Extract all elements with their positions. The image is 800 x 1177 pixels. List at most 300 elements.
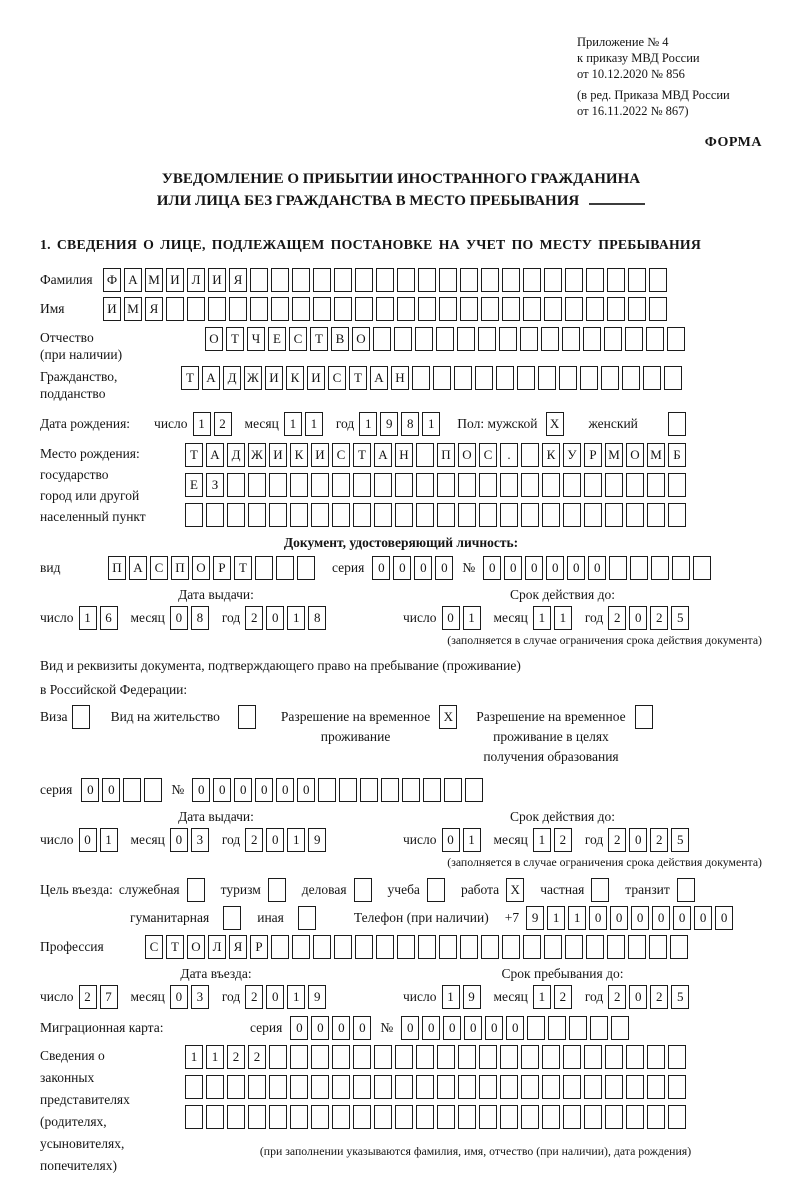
char-box[interactable]: М bbox=[605, 443, 623, 467]
char-box[interactable] bbox=[268, 878, 286, 902]
char-box[interactable]: 0 bbox=[401, 1016, 419, 1040]
char-box[interactable] bbox=[290, 1105, 308, 1129]
char-box[interactable]: К bbox=[286, 366, 304, 390]
char-box[interactable] bbox=[355, 268, 373, 292]
char-box[interactable] bbox=[376, 935, 394, 959]
char-box[interactable] bbox=[427, 878, 445, 902]
char-box[interactable] bbox=[500, 473, 518, 497]
char-box[interactable]: 2 bbox=[79, 985, 97, 1009]
char-box[interactable] bbox=[123, 778, 141, 802]
char-box[interactable]: 0 bbox=[311, 1016, 329, 1040]
char-box[interactable] bbox=[437, 1045, 455, 1069]
char-box[interactable] bbox=[250, 297, 268, 321]
char-box[interactable]: 3 bbox=[191, 828, 209, 852]
char-box[interactable]: 0 bbox=[332, 1016, 350, 1040]
char-box[interactable]: 2 bbox=[554, 985, 572, 1009]
char-box[interactable]: 2 bbox=[245, 828, 263, 852]
char-box[interactable] bbox=[313, 268, 331, 292]
char-box[interactable]: 0 bbox=[588, 556, 606, 580]
char-box[interactable] bbox=[374, 1075, 392, 1099]
char-box[interactable] bbox=[548, 1016, 566, 1040]
char-box[interactable] bbox=[276, 556, 294, 580]
char-box[interactable] bbox=[520, 327, 538, 351]
char-box[interactable] bbox=[318, 778, 336, 802]
char-box[interactable]: И bbox=[103, 297, 121, 321]
char-box[interactable]: 0 bbox=[694, 906, 712, 930]
char-box[interactable] bbox=[586, 268, 604, 292]
char-box[interactable]: Т bbox=[310, 327, 328, 351]
char-box[interactable] bbox=[415, 327, 433, 351]
char-box[interactable]: 1 bbox=[533, 828, 551, 852]
char-box[interactable] bbox=[395, 473, 413, 497]
char-box[interactable]: О bbox=[352, 327, 370, 351]
char-box[interactable] bbox=[527, 1016, 545, 1040]
char-box[interactable] bbox=[311, 473, 329, 497]
char-box[interactable]: 0 bbox=[266, 985, 284, 1009]
char-box[interactable] bbox=[292, 935, 310, 959]
char-box[interactable]: 1 bbox=[533, 606, 551, 630]
char-box[interactable] bbox=[630, 556, 648, 580]
char-box[interactable]: Т bbox=[234, 556, 252, 580]
char-box[interactable]: Ж bbox=[244, 366, 262, 390]
char-box[interactable] bbox=[626, 503, 644, 527]
char-box[interactable] bbox=[290, 1075, 308, 1099]
char-box[interactable] bbox=[227, 1075, 245, 1099]
char-box[interactable] bbox=[479, 473, 497, 497]
char-box[interactable]: 2 bbox=[248, 1045, 266, 1069]
char-box[interactable] bbox=[601, 366, 619, 390]
char-box[interactable] bbox=[542, 1045, 560, 1069]
char-box[interactable] bbox=[563, 1075, 581, 1099]
char-box[interactable] bbox=[643, 366, 661, 390]
char-box[interactable] bbox=[664, 366, 682, 390]
char-box[interactable]: А bbox=[370, 366, 388, 390]
char-box[interactable] bbox=[290, 1045, 308, 1069]
char-box[interactable] bbox=[563, 1045, 581, 1069]
char-box[interactable]: 2 bbox=[245, 985, 263, 1009]
char-box[interactable]: 9 bbox=[526, 906, 544, 930]
char-box[interactable] bbox=[611, 1016, 629, 1040]
char-box[interactable] bbox=[609, 556, 627, 580]
char-box[interactable] bbox=[458, 503, 476, 527]
char-box[interactable] bbox=[332, 1105, 350, 1129]
char-box[interactable]: 0 bbox=[422, 1016, 440, 1040]
char-box[interactable] bbox=[353, 1045, 371, 1069]
char-box[interactable] bbox=[649, 935, 667, 959]
char-box[interactable]: 0 bbox=[234, 778, 252, 802]
char-box[interactable]: 2 bbox=[608, 985, 626, 1009]
char-box[interactable] bbox=[565, 935, 583, 959]
char-box[interactable] bbox=[460, 297, 478, 321]
char-box[interactable] bbox=[628, 268, 646, 292]
char-box[interactable]: С bbox=[479, 443, 497, 467]
char-box[interactable] bbox=[290, 503, 308, 527]
char-box[interactable]: Л bbox=[208, 935, 226, 959]
char-box[interactable] bbox=[647, 1075, 665, 1099]
char-box[interactable]: Ч bbox=[247, 327, 265, 351]
char-box[interactable] bbox=[542, 1105, 560, 1129]
char-box[interactable]: Е bbox=[268, 327, 286, 351]
char-box[interactable] bbox=[227, 1105, 245, 1129]
char-box[interactable] bbox=[563, 473, 581, 497]
char-box[interactable] bbox=[376, 268, 394, 292]
char-box[interactable] bbox=[395, 503, 413, 527]
char-box[interactable] bbox=[269, 1075, 287, 1099]
char-box[interactable] bbox=[418, 268, 436, 292]
char-box[interactable]: В bbox=[331, 327, 349, 351]
char-box[interactable] bbox=[651, 556, 669, 580]
char-box[interactable]: М bbox=[124, 297, 142, 321]
char-box[interactable] bbox=[416, 1045, 434, 1069]
char-box[interactable] bbox=[670, 935, 688, 959]
char-box[interactable] bbox=[269, 1105, 287, 1129]
char-box[interactable] bbox=[502, 268, 520, 292]
char-box[interactable]: 1 bbox=[547, 906, 565, 930]
char-box[interactable] bbox=[248, 503, 266, 527]
char-box[interactable] bbox=[269, 503, 287, 527]
char-box[interactable]: 0 bbox=[610, 906, 628, 930]
char-box[interactable]: 0 bbox=[629, 828, 647, 852]
char-box[interactable] bbox=[311, 1045, 329, 1069]
char-box[interactable] bbox=[313, 297, 331, 321]
char-box[interactable]: М bbox=[647, 443, 665, 467]
char-box[interactable]: 0 bbox=[170, 985, 188, 1009]
char-box[interactable] bbox=[479, 1045, 497, 1069]
char-box[interactable] bbox=[290, 473, 308, 497]
char-box[interactable] bbox=[311, 1075, 329, 1099]
char-box[interactable] bbox=[646, 327, 664, 351]
char-box[interactable]: 0 bbox=[629, 606, 647, 630]
char-box[interactable] bbox=[457, 327, 475, 351]
char-box[interactable] bbox=[672, 556, 690, 580]
char-box[interactable]: 0 bbox=[483, 556, 501, 580]
char-box[interactable]: 5 bbox=[671, 606, 689, 630]
char-box[interactable] bbox=[458, 1105, 476, 1129]
char-box[interactable] bbox=[248, 1105, 266, 1129]
char-box[interactable] bbox=[523, 935, 541, 959]
char-box[interactable]: 9 bbox=[463, 985, 481, 1009]
char-box[interactable] bbox=[605, 503, 623, 527]
char-box[interactable] bbox=[607, 268, 625, 292]
char-box[interactable]: 2 bbox=[608, 828, 626, 852]
char-box[interactable] bbox=[500, 503, 518, 527]
char-box[interactable] bbox=[437, 473, 455, 497]
char-box[interactable]: З bbox=[206, 473, 224, 497]
char-box[interactable] bbox=[479, 503, 497, 527]
char-box[interactable]: М bbox=[145, 268, 163, 292]
char-box[interactable]: Л bbox=[187, 268, 205, 292]
char-box[interactable] bbox=[628, 935, 646, 959]
char-box[interactable]: 1 bbox=[206, 1045, 224, 1069]
char-box[interactable] bbox=[605, 473, 623, 497]
char-box[interactable] bbox=[395, 1075, 413, 1099]
char-box[interactable]: Д bbox=[227, 443, 245, 467]
char-box[interactable] bbox=[478, 327, 496, 351]
char-box[interactable] bbox=[565, 297, 583, 321]
char-box[interactable] bbox=[625, 327, 643, 351]
char-box[interactable] bbox=[544, 297, 562, 321]
char-box[interactable]: . bbox=[500, 443, 518, 467]
char-box[interactable]: Е bbox=[185, 473, 203, 497]
char-box[interactable] bbox=[590, 1016, 608, 1040]
char-box[interactable]: 2 bbox=[245, 606, 263, 630]
char-box[interactable] bbox=[271, 935, 289, 959]
char-box[interactable] bbox=[248, 1075, 266, 1099]
char-box[interactable]: 1 bbox=[359, 412, 377, 436]
char-box[interactable] bbox=[397, 297, 415, 321]
char-box[interactable]: 0 bbox=[652, 906, 670, 930]
char-box[interactable] bbox=[584, 1105, 602, 1129]
char-box[interactable] bbox=[496, 366, 514, 390]
char-box[interactable] bbox=[353, 1075, 371, 1099]
char-box[interactable]: Р bbox=[250, 935, 268, 959]
char-box[interactable]: Ж bbox=[248, 443, 266, 467]
char-box[interactable] bbox=[373, 327, 391, 351]
char-box[interactable] bbox=[583, 327, 601, 351]
char-box[interactable]: 1 bbox=[287, 828, 305, 852]
char-box[interactable] bbox=[355, 935, 373, 959]
char-box[interactable] bbox=[523, 268, 541, 292]
char-box[interactable] bbox=[439, 935, 457, 959]
char-box[interactable] bbox=[292, 268, 310, 292]
char-box[interactable]: 0 bbox=[170, 606, 188, 630]
char-box[interactable] bbox=[584, 473, 602, 497]
char-box[interactable] bbox=[481, 268, 499, 292]
char-box[interactable]: 2 bbox=[608, 606, 626, 630]
char-box[interactable] bbox=[374, 1045, 392, 1069]
char-box[interactable] bbox=[187, 878, 205, 902]
char-box[interactable]: 2 bbox=[227, 1045, 245, 1069]
char-box[interactable] bbox=[227, 503, 245, 527]
char-box[interactable] bbox=[668, 503, 686, 527]
char-box[interactable]: 0 bbox=[506, 1016, 524, 1040]
char-box[interactable] bbox=[500, 1075, 518, 1099]
char-box[interactable] bbox=[559, 366, 577, 390]
char-box[interactable] bbox=[444, 778, 462, 802]
char-box[interactable] bbox=[605, 1105, 623, 1129]
char-box[interactable] bbox=[206, 1105, 224, 1129]
char-box[interactable] bbox=[395, 1105, 413, 1129]
char-box[interactable] bbox=[481, 935, 499, 959]
char-box[interactable]: 9 bbox=[308, 828, 326, 852]
char-box[interactable] bbox=[185, 503, 203, 527]
char-box[interactable] bbox=[206, 503, 224, 527]
char-box[interactable]: 1 bbox=[287, 606, 305, 630]
char-box[interactable] bbox=[433, 366, 451, 390]
char-box[interactable] bbox=[418, 935, 436, 959]
char-box[interactable]: X bbox=[506, 878, 524, 902]
char-box[interactable] bbox=[334, 935, 352, 959]
char-box[interactable] bbox=[458, 1075, 476, 1099]
char-box[interactable]: 0 bbox=[297, 778, 315, 802]
char-box[interactable] bbox=[269, 1045, 287, 1069]
char-box[interactable]: Т bbox=[181, 366, 199, 390]
char-box[interactable]: И bbox=[311, 443, 329, 467]
char-box[interactable]: Т bbox=[185, 443, 203, 467]
char-box[interactable] bbox=[206, 1075, 224, 1099]
char-box[interactable]: Р bbox=[584, 443, 602, 467]
char-box[interactable] bbox=[255, 556, 273, 580]
char-box[interactable]: 1 bbox=[79, 606, 97, 630]
char-box[interactable]: 0 bbox=[353, 1016, 371, 1040]
char-box[interactable]: 1 bbox=[463, 606, 481, 630]
char-box[interactable]: Т bbox=[166, 935, 184, 959]
char-box[interactable] bbox=[668, 412, 686, 436]
char-box[interactable]: 1 bbox=[305, 412, 323, 436]
char-box[interactable] bbox=[521, 503, 539, 527]
char-box[interactable]: Р bbox=[213, 556, 231, 580]
char-box[interactable] bbox=[223, 906, 241, 930]
char-box[interactable]: 0 bbox=[504, 556, 522, 580]
char-box[interactable] bbox=[604, 327, 622, 351]
char-box[interactable] bbox=[607, 297, 625, 321]
char-box[interactable]: Н bbox=[391, 366, 409, 390]
char-box[interactable] bbox=[693, 556, 711, 580]
char-box[interactable]: О bbox=[205, 327, 223, 351]
char-box[interactable]: 1 bbox=[554, 606, 572, 630]
char-box[interactable] bbox=[353, 1105, 371, 1129]
char-box[interactable] bbox=[439, 297, 457, 321]
char-box[interactable] bbox=[649, 268, 667, 292]
char-box[interactable]: 0 bbox=[393, 556, 411, 580]
char-box[interactable]: Я bbox=[229, 935, 247, 959]
char-box[interactable] bbox=[481, 297, 499, 321]
char-box[interactable] bbox=[668, 1045, 686, 1069]
char-box[interactable]: Д bbox=[223, 366, 241, 390]
char-box[interactable] bbox=[586, 935, 604, 959]
char-box[interactable]: 0 bbox=[546, 556, 564, 580]
char-box[interactable] bbox=[563, 503, 581, 527]
char-box[interactable] bbox=[649, 297, 667, 321]
char-box[interactable] bbox=[334, 268, 352, 292]
char-box[interactable] bbox=[521, 443, 539, 467]
char-box[interactable] bbox=[475, 366, 493, 390]
char-box[interactable] bbox=[460, 268, 478, 292]
char-box[interactable]: Т bbox=[349, 366, 367, 390]
char-box[interactable]: 0 bbox=[442, 606, 460, 630]
char-box[interactable]: 0 bbox=[464, 1016, 482, 1040]
char-box[interactable] bbox=[622, 366, 640, 390]
char-box[interactable]: 1 bbox=[185, 1045, 203, 1069]
char-box[interactable]: Б bbox=[668, 443, 686, 467]
char-box[interactable]: 2 bbox=[650, 606, 668, 630]
char-box[interactable]: С bbox=[328, 366, 346, 390]
char-box[interactable]: О bbox=[187, 935, 205, 959]
char-box[interactable]: 0 bbox=[442, 828, 460, 852]
char-box[interactable] bbox=[647, 1045, 665, 1069]
char-box[interactable]: А bbox=[374, 443, 392, 467]
char-box[interactable] bbox=[185, 1075, 203, 1099]
char-box[interactable] bbox=[269, 473, 287, 497]
char-box[interactable] bbox=[605, 1045, 623, 1069]
char-box[interactable] bbox=[500, 1045, 518, 1069]
char-box[interactable] bbox=[635, 705, 653, 729]
char-box[interactable] bbox=[360, 778, 378, 802]
char-box[interactable] bbox=[626, 1045, 644, 1069]
char-box[interactable] bbox=[227, 473, 245, 497]
char-box[interactable] bbox=[376, 297, 394, 321]
char-box[interactable]: Н bbox=[395, 443, 413, 467]
char-box[interactable]: А bbox=[206, 443, 224, 467]
char-box[interactable] bbox=[381, 778, 399, 802]
char-box[interactable]: Т bbox=[226, 327, 244, 351]
char-box[interactable] bbox=[187, 297, 205, 321]
char-box[interactable] bbox=[580, 366, 598, 390]
char-box[interactable] bbox=[562, 327, 580, 351]
char-box[interactable]: 1 bbox=[193, 412, 211, 436]
char-box[interactable]: 0 bbox=[290, 1016, 308, 1040]
char-box[interactable]: С bbox=[145, 935, 163, 959]
char-box[interactable] bbox=[311, 503, 329, 527]
char-box[interactable] bbox=[500, 1105, 518, 1129]
char-box[interactable]: 0 bbox=[435, 556, 453, 580]
char-box[interactable] bbox=[502, 935, 520, 959]
char-box[interactable]: 2 bbox=[214, 412, 232, 436]
char-box[interactable] bbox=[541, 327, 559, 351]
char-box[interactable] bbox=[668, 473, 686, 497]
char-box[interactable] bbox=[460, 935, 478, 959]
char-box[interactable] bbox=[354, 878, 372, 902]
char-box[interactable]: 0 bbox=[629, 985, 647, 1009]
char-box[interactable]: 0 bbox=[443, 1016, 461, 1040]
char-box[interactable] bbox=[412, 366, 430, 390]
char-box[interactable]: 7 bbox=[100, 985, 118, 1009]
char-box[interactable]: О bbox=[458, 443, 476, 467]
char-box[interactable]: С bbox=[289, 327, 307, 351]
char-box[interactable] bbox=[437, 503, 455, 527]
char-box[interactable] bbox=[591, 878, 609, 902]
char-box[interactable]: Т bbox=[353, 443, 371, 467]
char-box[interactable] bbox=[542, 503, 560, 527]
char-box[interactable] bbox=[647, 473, 665, 497]
char-box[interactable]: X bbox=[439, 705, 457, 729]
char-box[interactable]: 0 bbox=[276, 778, 294, 802]
char-box[interactable] bbox=[72, 705, 90, 729]
char-box[interactable] bbox=[423, 778, 441, 802]
char-box[interactable] bbox=[677, 878, 695, 902]
char-box[interactable]: П bbox=[437, 443, 455, 467]
char-box[interactable] bbox=[416, 503, 434, 527]
char-box[interactable]: А bbox=[124, 268, 142, 292]
char-box[interactable] bbox=[517, 366, 535, 390]
char-box[interactable]: 0 bbox=[213, 778, 231, 802]
char-box[interactable] bbox=[465, 778, 483, 802]
char-box[interactable] bbox=[626, 1105, 644, 1129]
char-box[interactable] bbox=[297, 556, 315, 580]
char-box[interactable] bbox=[416, 1105, 434, 1129]
char-box[interactable]: С bbox=[150, 556, 168, 580]
char-box[interactable] bbox=[166, 297, 184, 321]
char-box[interactable]: 0 bbox=[79, 828, 97, 852]
char-box[interactable]: 0 bbox=[485, 1016, 503, 1040]
char-box[interactable] bbox=[647, 503, 665, 527]
char-box[interactable] bbox=[374, 473, 392, 497]
char-box[interactable]: 2 bbox=[554, 828, 572, 852]
char-box[interactable] bbox=[298, 906, 316, 930]
char-box[interactable] bbox=[416, 1075, 434, 1099]
char-box[interactable] bbox=[250, 268, 268, 292]
char-box[interactable] bbox=[292, 297, 310, 321]
char-box[interactable]: И bbox=[269, 443, 287, 467]
char-box[interactable] bbox=[395, 1045, 413, 1069]
char-box[interactable] bbox=[437, 1105, 455, 1129]
char-box[interactable] bbox=[355, 297, 373, 321]
char-box[interactable] bbox=[521, 1075, 539, 1099]
char-box[interactable]: X bbox=[546, 412, 564, 436]
char-box[interactable]: 0 bbox=[414, 556, 432, 580]
char-box[interactable]: П bbox=[108, 556, 126, 580]
char-box[interactable]: 1 bbox=[284, 412, 302, 436]
